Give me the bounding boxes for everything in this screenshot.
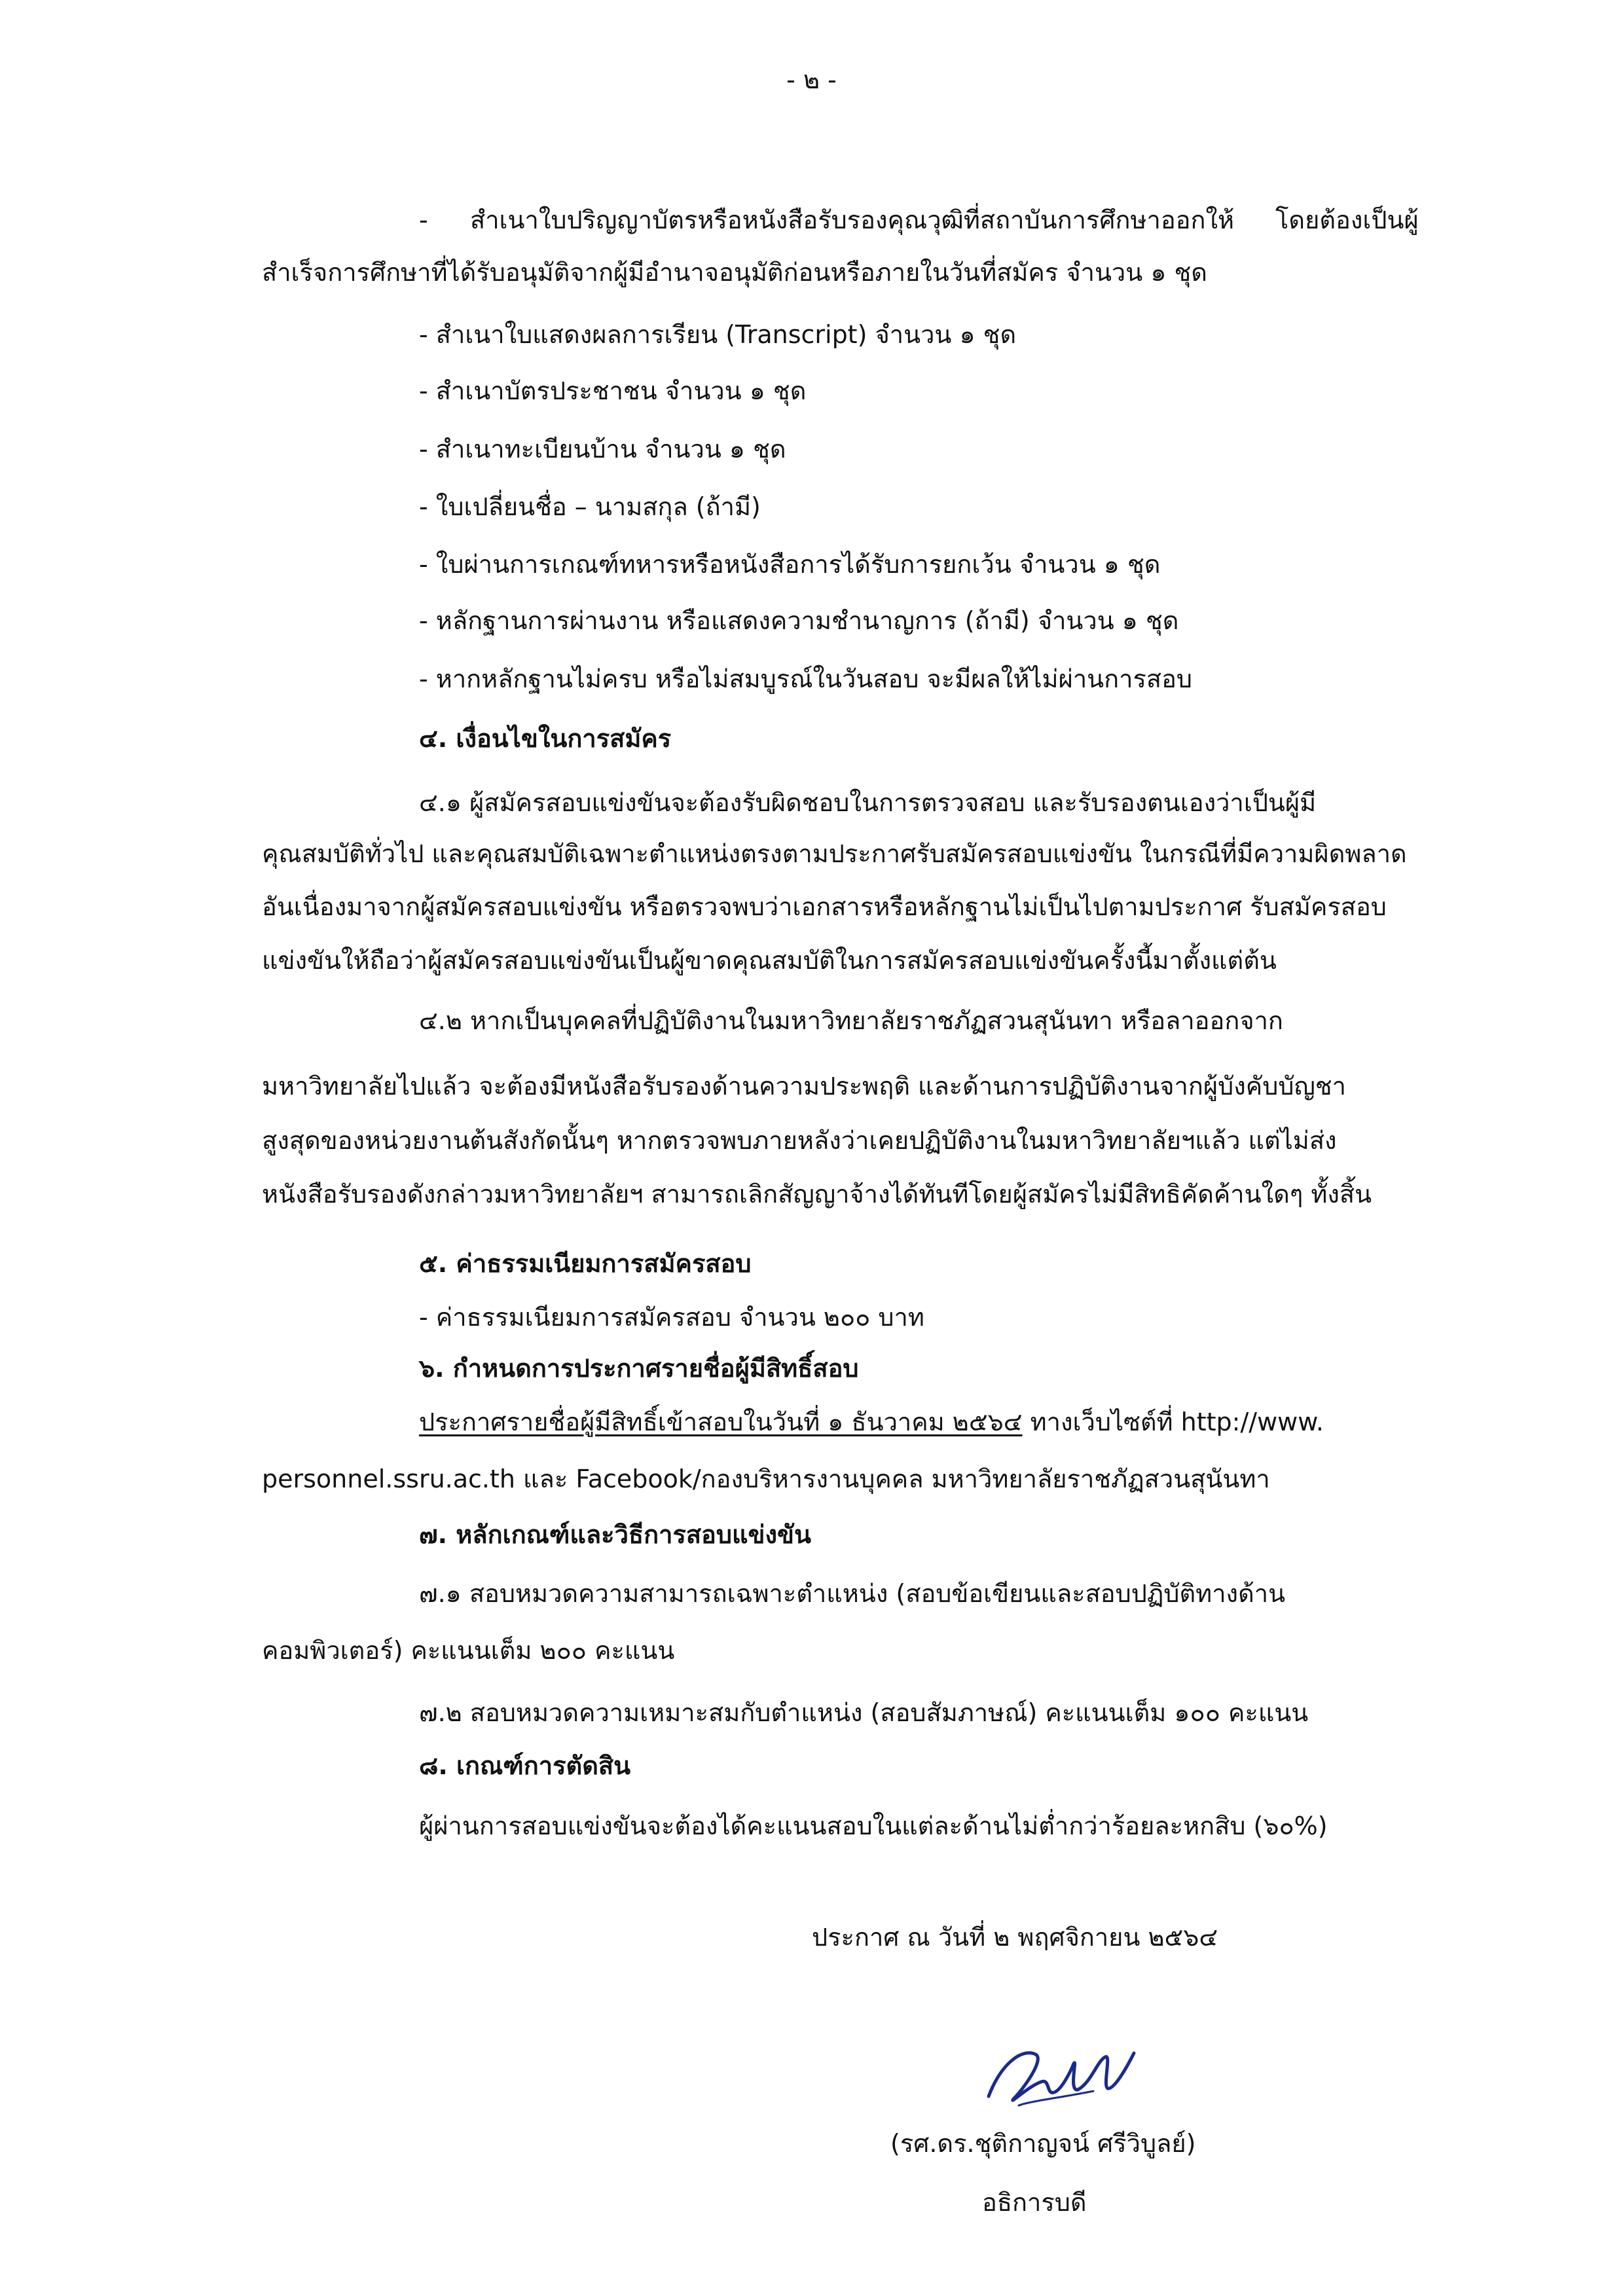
section8-heading: ๘. เกณฑ์การตัดสิน xyxy=(419,1751,631,1780)
announcement-date: ประกาศ ณ วันที่ ๒ พฤศจิกายน ๒๕๖๔ xyxy=(812,1923,1218,1952)
section7-item2: ๗.๒ สอบหมวดความเหมาะสมกับตำแหน่ง (สอบสัมภาษณ์) คะแนนเต็ม ๑๐๐ คะแนน xyxy=(419,1698,1309,1727)
section7-item1-line2: คอมพิวเตอร์) คะแนนเต็ม ๒๐๐ คะแนน xyxy=(262,1636,675,1665)
doc-item-house-registration: - สำเนาทะเบียนบ้าน จำนวน ๑ ชุด xyxy=(419,435,786,464)
section4-p1-line2: คุณสมบัติทั่วไป และคุณสมบัติเฉพาะตำแหน่งตรงตามประกาศรับสมัครสอบแข่งขัน ในกรณีที่มีความผิดพลาด xyxy=(262,839,1407,868)
section7-heading: ๗. หลักเกณฑ์และวิธีการสอบแข่งขัน xyxy=(419,1520,811,1549)
signature-image xyxy=(962,2023,1159,2124)
announcement-date-underlined: ประกาศรายชื่อผู้มีสิทธิ์เข้าสอบในวันที่ ๑ ธันวาคม ๒๕๖๔ xyxy=(419,1408,1023,1436)
website-prefix: ทางเว็บไซต์ที่ http://www. xyxy=(1022,1408,1324,1436)
section6-line1 xyxy=(419,1406,1324,1438)
section5-fee: - ค่าธรรมเนียมการสมัครสอบ จำนวน ๒๐๐ บาท xyxy=(419,1303,924,1332)
section4-p2-line4: หนังสือรับรองดังกล่าวมหาวิทยาลัยฯ สามารถเลิกสัญญาจ้างได้ทันทีโดยผู้สมัครไม่มีสิทธิคัดค้านใดๆ ทั้งสิ้น xyxy=(262,1180,1372,1209)
doc-item-transcript: - สำเนาใบแสดงผลการเรียน (Transcript) จำนวน ๑ ชุด xyxy=(419,320,1017,349)
signer-name: (รศ.ดร.ชุติกาญจน์ ศรีวิบูลย์) xyxy=(890,2129,1196,2158)
doc-first-line: สำเนาใบปริญญาบัตรหรือหนังสือรับรองคุณวุฒิที่สถาบันการศึกษาออกให้ xyxy=(470,206,1235,234)
section7-item1-line1: ๗.๑ สอบหมวดความสามารถเฉพาะตำแหน่ง (สอบข้อเขียนและสอบปฏิบัติทางด้าน xyxy=(419,1579,1286,1608)
doc-first-line-tail: โดยต้องเป็นผู้ xyxy=(1275,206,1419,234)
page-number: - ๒ - xyxy=(786,65,837,94)
doc-item-name-change: - ใบเปลี่ยนชื่อ – นามสกุล (ถ้ามี) xyxy=(419,492,761,521)
doc-item-work-evidence: - หลักฐานการผ่านงาน หรือแสดงความชำนาญการ (ถ้ามี) จำนวน ๑ ชุด xyxy=(419,606,1179,635)
section4-p2-line1: ๔.๒ หากเป็นบุคคลที่ปฏิบัติงานในมหาวิทยาลัยราชภัฏสวนสุนันทา หรือลาออกจาก xyxy=(419,1006,1283,1035)
section4-p1-line3: อันเนื่องมาจากผู้สมัครสอบแข่งขัน หรือตรวจพบว่าเอกสารหรือหลักฐานไม่เป็นไปตามประกาศ รับสมัครสอบ xyxy=(262,892,1387,921)
section4-p1-line4: แข่งขันให้ถือว่าผู้สมัครสอบแข่งขันเป็นผู้ขาดคุณสมบัติในการสมัครสอบแข่งขันครั้งนี้มาตั้งแต่ต้น xyxy=(262,946,1277,975)
section4-p2-line3: สูงสุดของหน่วยงานต้นสังกัดนั้นๆ หากตรวจพบภายหลังว่าเคยปฏิบัติงานในมหาวิทยาลัยฯแล้ว แต่ไม่ส่ง xyxy=(262,1126,1337,1155)
signature-stroke xyxy=(989,2053,1134,2100)
section6-line2: personnel.ssru.ac.th และ Facebook/กองบริหารงานบุคคล มหาวิทยาลัยราชภัฏสวนสุนันทา xyxy=(262,1465,1270,1493)
doc-first-line-cont: สำเร็จการศึกษาที่ได้รับอนุมัติจากผู้มีอำนาจอนุมัติก่อนหรือภายในวันที่สมัคร จำนวน ๑ ชุด xyxy=(262,258,1207,287)
section5-heading: ๕. ค่าธรรมเนียมการสมัครสอบ xyxy=(419,1249,752,1278)
section6-heading: ๖. กำหนดการประกาศรายชื่อผู้มีสิทธิ์สอบ xyxy=(419,1354,859,1383)
doc-item-id-card: - สำเนาบัตรประชาชน จำนวน ๑ ชุด xyxy=(419,376,807,405)
section8-criteria: ผู้ผ่านการสอบแข่งขันจะต้องได้คะแนนสอบในแต่ละด้านไม่ต่ำกว่าร้อยละหกสิบ (๖๐%) xyxy=(419,1812,1328,1840)
doc-first-dash: - xyxy=(419,206,428,234)
section4-p2-line2: มหาวิทยาลัยไปแล้ว จะต้องมีหนังสือรับรองด้านความประพฤติ และด้านการปฏิบัติงานจากผู้บังคับบัญชา xyxy=(262,1072,1346,1101)
signer-title: อธิการบดี xyxy=(982,2188,1087,2217)
doc-item-incomplete-warning: - หากหลักฐานไม่ครบ หรือไม่สมบูรณ์ในวันสอบ จะมีผลให้ไม่ผ่านการสอบ xyxy=(419,665,1193,693)
section4-p1-line1: ๔.๑ ผู้สมัครสอบแข่งขันจะต้องรับผิดชอบในการตรวจสอบ และรับรองตนเองว่าเป็นผู้มี xyxy=(419,788,1317,817)
doc-item-military: - ใบผ่านการเกณฑ์ทหารหรือหนังสือการได้รับการยกเว้น จำนวน ๑ ชุด xyxy=(419,550,1161,579)
section4-heading: ๔. เงื่อนไขในการสมัคร xyxy=(419,724,672,753)
